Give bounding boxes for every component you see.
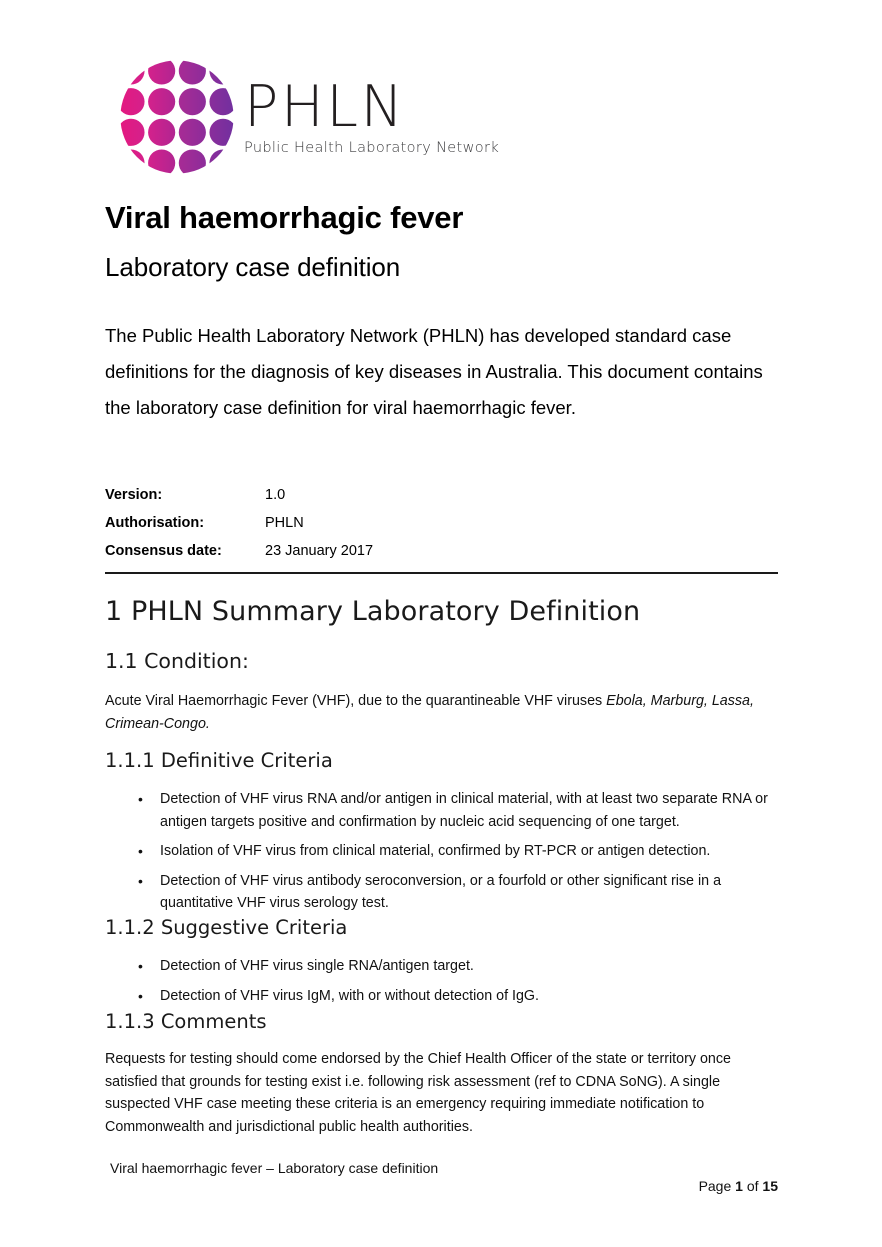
metadata-label-authorisation: Authorisation: — [105, 515, 205, 531]
phln-logo-text — [244, 73, 500, 157]
condition-text-italic: Ebola, Marburg, Lassa, Crimean-Congo. — [105, 693, 754, 732]
list-item-text: Detection of VHF virus IgM, with or without detection of IgG. — [160, 987, 540, 1004]
list-item — [105, 788, 795, 833]
document-metadata — [105, 481, 373, 565]
condition-text-plain: Acute Viral Haemorrhagic Fever (VHF), due to the quarantineable VHF viruses — [105, 693, 607, 709]
bullet-icon: • — [138, 872, 143, 889]
heading-suggestive-criteria: 1.1.2 Suggestive Criteria — [105, 916, 348, 939]
comments-paragraph: Requests for testing should come endorsed by the Chief Health Officer of the state or territory once satisfied that grounds for testing exist i.e. following risk assessment (ref to CDNA SoNG). A single suspected VHF case meeting these criteria is an emergency requiring immediate notification to Commonwealth and jurisdictional public health authorities. — [105, 1051, 731, 1135]
heading-summary-laboratory-definition: 1 PHLN Summary Laboratory Definition — [105, 596, 641, 627]
footer-page-prefix: Page — [698, 1178, 736, 1194]
bullet-icon: • — [138, 987, 143, 1004]
bullet-icon: • — [138, 791, 143, 807]
definitive-criteria-list — [105, 788, 795, 915]
list-item-text: Detection of VHF virus antibody seroconversion, or a fourfold or other significant rise in a quantitative VHF virus serology test. — [160, 872, 722, 911]
section-divider — [105, 572, 778, 574]
list-item — [105, 870, 795, 915]
metadata-label-consensus-date: Consensus date: — [105, 543, 222, 559]
page-subtitle: Laboratory case definition — [105, 252, 401, 282]
phln-logo — [118, 58, 499, 176]
metadata-value-consensus-date: 23 January 2017 — [265, 543, 374, 559]
metadata-row — [105, 537, 373, 565]
list-item-text: Isolation of VHF virus from clinical material, confirmed by RT-PCR or antigen detection. — [160, 843, 711, 859]
intro-paragraph: The Public Health Laboratory Network (PHLN) has developed standard case definitions for the diagnosis of key diseases in Australia. This document contains the laboratory case definition for viral haemorrhagic fever. — [105, 325, 763, 418]
metadata-row — [105, 481, 373, 509]
page-title: Viral haemorrhagic fever — [105, 200, 464, 235]
heading-definitive-criteria: 1.1.1 Definitive Criteria — [105, 749, 333, 772]
footer-page-middle: of — [742, 1178, 763, 1194]
metadata-row — [105, 509, 373, 537]
footer-current-page: 1 — [735, 1178, 743, 1194]
heading-comments: 1.1.3 Comments — [105, 1010, 267, 1033]
phln-logo-mark-icon — [118, 58, 236, 176]
list-item-text: Detection of VHF virus RNA and/or antigen in clinical material, with at least two separate RNA or antigen targets positive and confirmation by nucleic acid sequencing of one target. — [160, 791, 768, 830]
phln-wordmark: PHLN — [244, 73, 406, 140]
metadata-value-version: 1.0 — [265, 487, 286, 503]
list-item — [105, 840, 795, 863]
phln-tagline: Public Health Laboratory Network — [244, 140, 500, 157]
footer-total-pages: 15 — [762, 1178, 778, 1194]
suggestive-criteria-list — [105, 955, 795, 1007]
metadata-label-version: Version: — [105, 487, 163, 503]
footer-page-number — [699, 1178, 778, 1194]
condition-paragraph — [105, 690, 785, 735]
bullet-icon: • — [138, 958, 143, 974]
list-item-text: Detection of VHF virus single RNA/antigen target. — [160, 958, 474, 974]
heading-condition: 1.1 Condition: — [105, 649, 249, 673]
bullet-icon: • — [138, 843, 143, 859]
list-item — [105, 955, 795, 978]
metadata-value-authorisation: PHLN — [265, 515, 304, 531]
footer-document-title: Viral haemorrhagic fever – Laboratory case definition — [110, 1160, 439, 1176]
list-item — [105, 985, 795, 1008]
